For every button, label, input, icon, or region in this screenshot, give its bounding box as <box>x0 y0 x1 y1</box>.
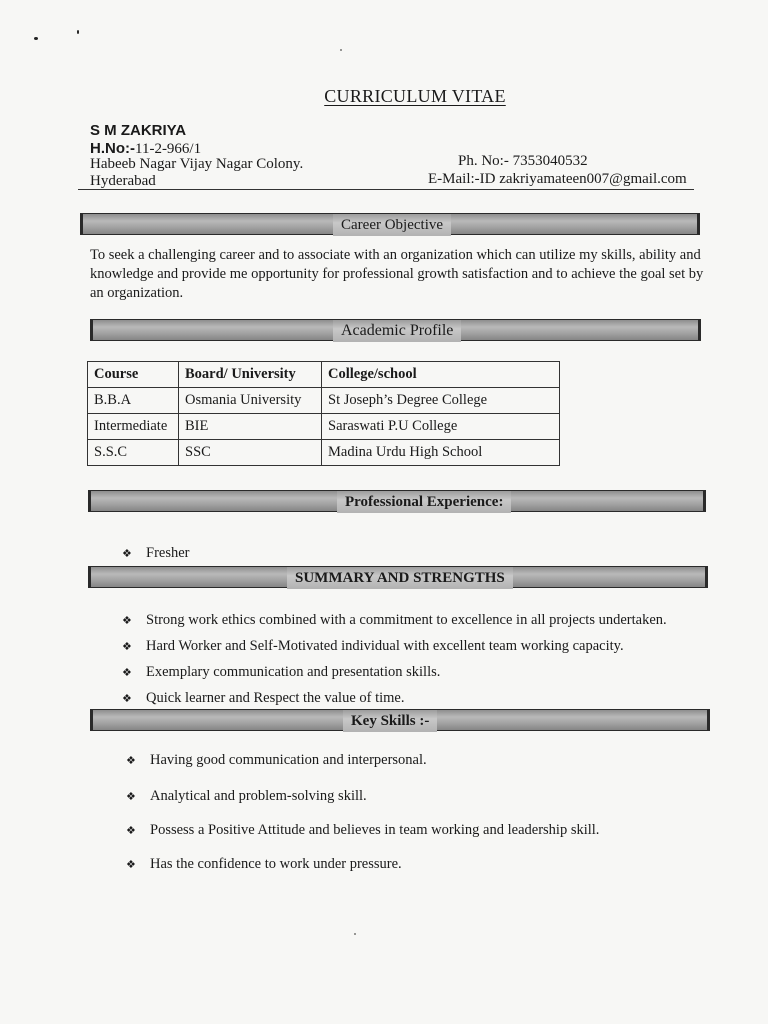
diamond-bullet-icon: ❖ <box>122 693 132 705</box>
list-item-text: Has the confidence to work under pressure. <box>150 856 402 872</box>
house-number-label: H.No:- <box>90 140 135 157</box>
list-item <box>122 638 624 655</box>
diamond-bullet-icon: ❖ <box>126 755 136 767</box>
list-item <box>122 545 190 562</box>
key-skills-heading: Key Skills :- <box>343 710 437 732</box>
diamond-bullet-icon: ❖ <box>122 641 132 653</box>
table-cell: Madina Urdu High School <box>322 440 560 466</box>
table-cell: BIE <box>179 414 322 440</box>
list-item-text: Having good communication and interpersonal. <box>150 752 427 768</box>
header-divider <box>78 189 694 190</box>
key-skills-band <box>90 709 710 731</box>
career-objective-text: To seek a challenging career and to associate with an organization which can utilize my skills, ability and knowledge and provide me opportunity for professional growth satisfaction and to achieve the goal set by an organization. <box>90 247 704 301</box>
diamond-bullet-icon: ❖ <box>122 667 132 679</box>
address-line-2: Hyderabad <box>90 173 156 189</box>
column-header: Course <box>88 362 179 388</box>
diamond-bullet-icon: ❖ <box>122 615 132 627</box>
academic-profile-band <box>90 319 701 341</box>
list-item-text: Strong work ethics combined with a commitment to excellence in all projects undertaken. <box>146 612 667 628</box>
phone-number: Ph. No:- 7353040532 <box>458 153 588 169</box>
academic-table <box>87 361 560 466</box>
table-row <box>88 440 560 466</box>
table-cell: S.S.C <box>88 440 179 466</box>
list-item <box>122 664 440 681</box>
diamond-bullet-icon: ❖ <box>126 859 136 871</box>
list-item-text: Analytical and problem-solving skill. <box>150 788 367 804</box>
scan-speck <box>340 49 342 51</box>
professional-experience-band <box>88 490 706 512</box>
summary-band <box>88 566 708 588</box>
list-item <box>126 752 427 769</box>
table-cell: Osmania University <box>179 388 322 414</box>
column-header: Board/ University <box>179 362 322 388</box>
list-item <box>126 822 599 839</box>
diamond-bullet-icon: ❖ <box>126 825 136 837</box>
career-objective-heading: Career Objective <box>333 214 451 236</box>
diamond-bullet-icon: ❖ <box>122 548 132 560</box>
table-row <box>88 388 560 414</box>
email-address: E-Mail:-ID zakriyamateen007@gmail.com <box>428 171 687 187</box>
career-objective-band <box>80 213 700 235</box>
candidate-name: S M ZAKRIYA <box>90 122 187 139</box>
diamond-bullet-icon: ❖ <box>126 791 136 803</box>
academic-profile-heading: Academic Profile <box>333 320 461 342</box>
scan-speck <box>354 933 356 935</box>
table-row <box>88 414 560 440</box>
list-item <box>126 788 367 805</box>
scan-speck <box>77 30 79 34</box>
table-cell: Saraswati P.U College <box>322 414 560 440</box>
professional-experience-heading: Professional Experience: <box>337 491 511 513</box>
document-title: CURRICULUM VITAE <box>324 86 506 106</box>
scan-speck <box>34 37 38 40</box>
list-item-text: Exemplary communication and presentation skills. <box>146 664 441 680</box>
list-item-text: Fresher <box>146 545 190 561</box>
list-item-text: Quick learner and Respect the value of time. <box>146 690 405 706</box>
table-cell: St Joseph’s Degree College <box>322 388 560 414</box>
table-cell: Intermediate <box>88 414 179 440</box>
table-cell: B.B.A <box>88 388 179 414</box>
list-item-text: Possess a Positive Attitude and believes in team working and leadership skill. <box>150 822 600 838</box>
list-item <box>126 856 402 873</box>
list-item <box>122 690 404 707</box>
address-line-1: Habeeb Nagar Vijay Nagar Colony. <box>90 156 304 172</box>
table-header-row <box>88 362 560 388</box>
column-header: College/school <box>322 362 560 388</box>
summary-heading: SUMMARY AND STRENGTHS <box>287 567 513 589</box>
table-cell: SSC <box>179 440 322 466</box>
list-item <box>122 612 667 629</box>
list-item-text: Hard Worker and Self-Motivated individual with excellent team working capacity. <box>146 638 624 654</box>
house-number-value: 11-2-966/1 <box>135 141 202 157</box>
